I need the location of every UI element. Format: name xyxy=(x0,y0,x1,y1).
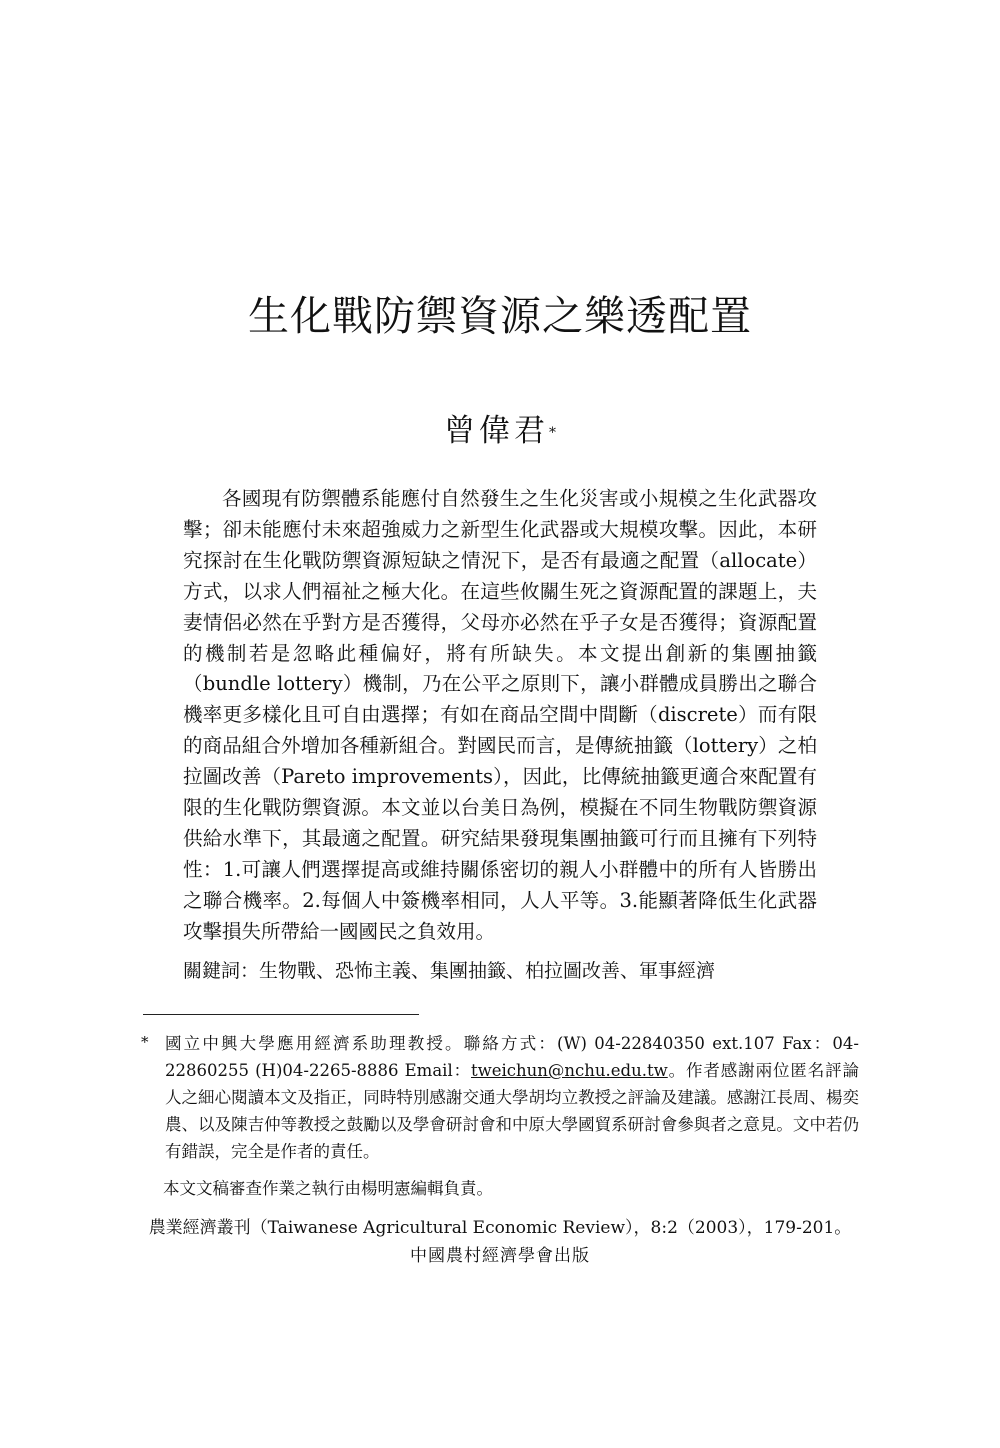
author-email-link[interactable]: tweichun@nchu.edu.tw xyxy=(471,1061,668,1080)
paper-title: 生化戰防禦資源之樂透配置 xyxy=(248,292,752,340)
footnote-acknowledgement-text: 。作者感謝兩位匿名評論人之細心閱讀本文及指正，同時特別感謝交通大學胡均立教授之評論及建議。感謝江長周、楊奕農、以及陳吉仲等教授之鼓勵以及學會研討會和中原大學國貿系研討會參與者之意見。文中若仍有錯誤，完全是作者的責任。 xyxy=(165,1061,860,1161)
journal-publisher: 中國農村經濟學會出版 xyxy=(410,1246,590,1266)
keywords-list: 生物戰、恐怖主義、集團抽籤、柏拉圖改善、軍事經濟 xyxy=(259,960,716,982)
author-name-text: 曾偉君 xyxy=(444,413,549,449)
author-footnote-mark[interactable]: * xyxy=(549,425,556,441)
abstract-text: 各國現有防禦體系能應付自然發生之生化災害或小規模之生化武器攻擊；卻未能應付未來超強威力之新型生化武器或大規模攻擊。因此，本研究探討在生化戰防禦資源短缺之情況下，是否有最適之配置（allocate）方式，以求人們福祉之極大化。在這些攸關生死之資源配置的課題上，夫妻情侶必然在乎對方是否獲得，父母亦必然在乎子女是否獲得；資源配置的機制若是忽略此種偏好，將有所缺失。本文提出創新的集團抽籤（bundle lottery）機制，乃在公平之原則下，讓小群體成員勝出之聯合機率更多樣化且可自由選擇；有如在商品空間中間斷（discrete）而有限的商品組合外增加各種新組合。對國民而言，是傳統抽籤（lottery）之柏拉圖改善（Pareto improvements），因此，比傳統抽籤更適合來配置有限的生化戰防禦資源。本文並以台美日為例，模擬在不同生物戰防禦資源供給水準下，其最適之配置。研究結果發現集團抽籤可行而且擁有下列特性：1.可讓人們選擇提高或維持關係密切的親人小群體中的所有人皆勝出之聯合機率。2.每個人中簽機率相同，人人平等。3.能顯著降低生化武器攻擊損失所帶給一國國民之負效用。 xyxy=(183,487,817,943)
keywords-label: 關鍵詞： xyxy=(183,960,260,982)
footnote-mark: * xyxy=(141,1033,149,1051)
author-name xyxy=(0,408,1000,454)
keywords-line xyxy=(183,956,817,986)
footnote-contact-text: 國立中興大學應用經濟系助理教授。聯絡方式：(W) 04-22840350 ext.107 Fax：04-22860255 (H)04-2265-8886 Email： xyxy=(165,1034,859,1080)
author-footnote xyxy=(165,1030,859,1165)
editor-note: 本文文稿審查作業之執行由楊明憲編輯負責。 xyxy=(163,1179,493,1198)
footnote-divider xyxy=(143,1014,419,1015)
journal-citation: 農業經濟叢刊（Taiwanese Agricultural Economic Review），8:2（2003），179-201。 xyxy=(148,1218,852,1238)
